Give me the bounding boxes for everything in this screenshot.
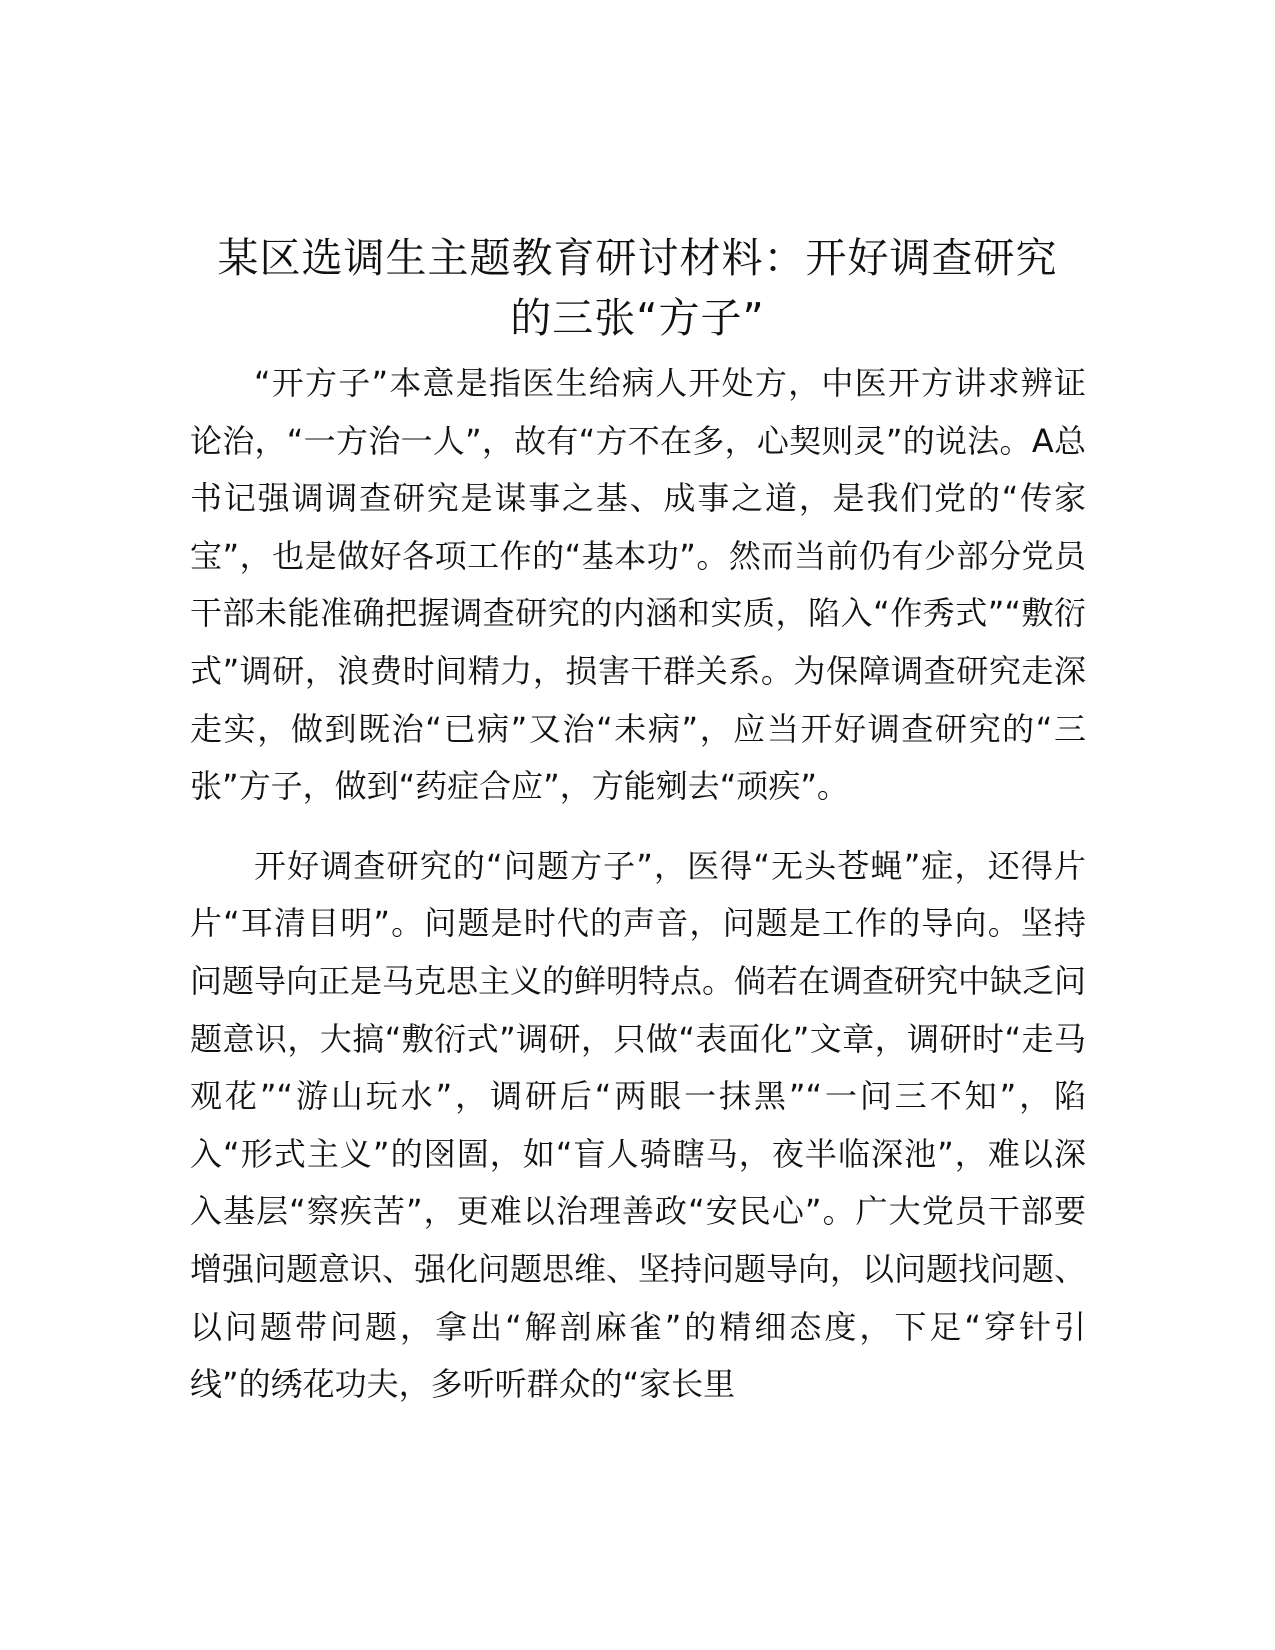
document-title xyxy=(160,228,1115,348)
document-body xyxy=(190,355,1086,1414)
paragraph-intro: “开方子”本意是指医生给病人开处方，中医开方讲求辨证论治，“一方治一人”，故有“方不在多，心契则灵”的说法。A总书记强调调查研究是谋事之基、成事之道，是我们党的“传家宝”，也是做好各项工作的“基本功”。然而当前仍有少部分党员干部未能准确把握调查研究的内涵和实质，陷入“作秀式”“敷衍式”调研，浪费时间精力，损害干群关系。为保障调查研究走深走实，做到既治“已病”又治“未病”，应当开好调查研究的“三张”方子，做到“药症合应”，方能剜去“顽疾”。 xyxy=(190,364,1086,806)
title-line-2: 的三张“方子” xyxy=(510,294,765,342)
paragraph-problem-prescription: 开好调查研究的“问题方子”，医得“无头苍蝇”症，还得片片“耳清目明”。问题是时代的声音，问题是工作的导向。坚持问题导向正是马克思主义的鲜明特点。倘若在调查研究中缺乏问题意识，大搞“敷衍式”调研，只做“表面化”文章，调研时“走马观花”“游山玩水”，调研后“两眼一抹黑”“一问三不知”，陷入“形式主义”的囹圄，如“盲人骑瞎马，夜半临深池”，难以深入基层“察疾苦”，更难以治理善政“安民心”。广大党员干部要增强问题意识、强化问题思维、坚持问题导向，以问题找问题、以问题带问题，拿出“解剖麻雀”的精细态度，下足“穿针引线”的绣花功夫，多听听群众的“家长里 xyxy=(190,846,1087,1404)
title-line-1: 某区选调生主题教育研讨材料：开好调查研究 xyxy=(217,234,1058,282)
